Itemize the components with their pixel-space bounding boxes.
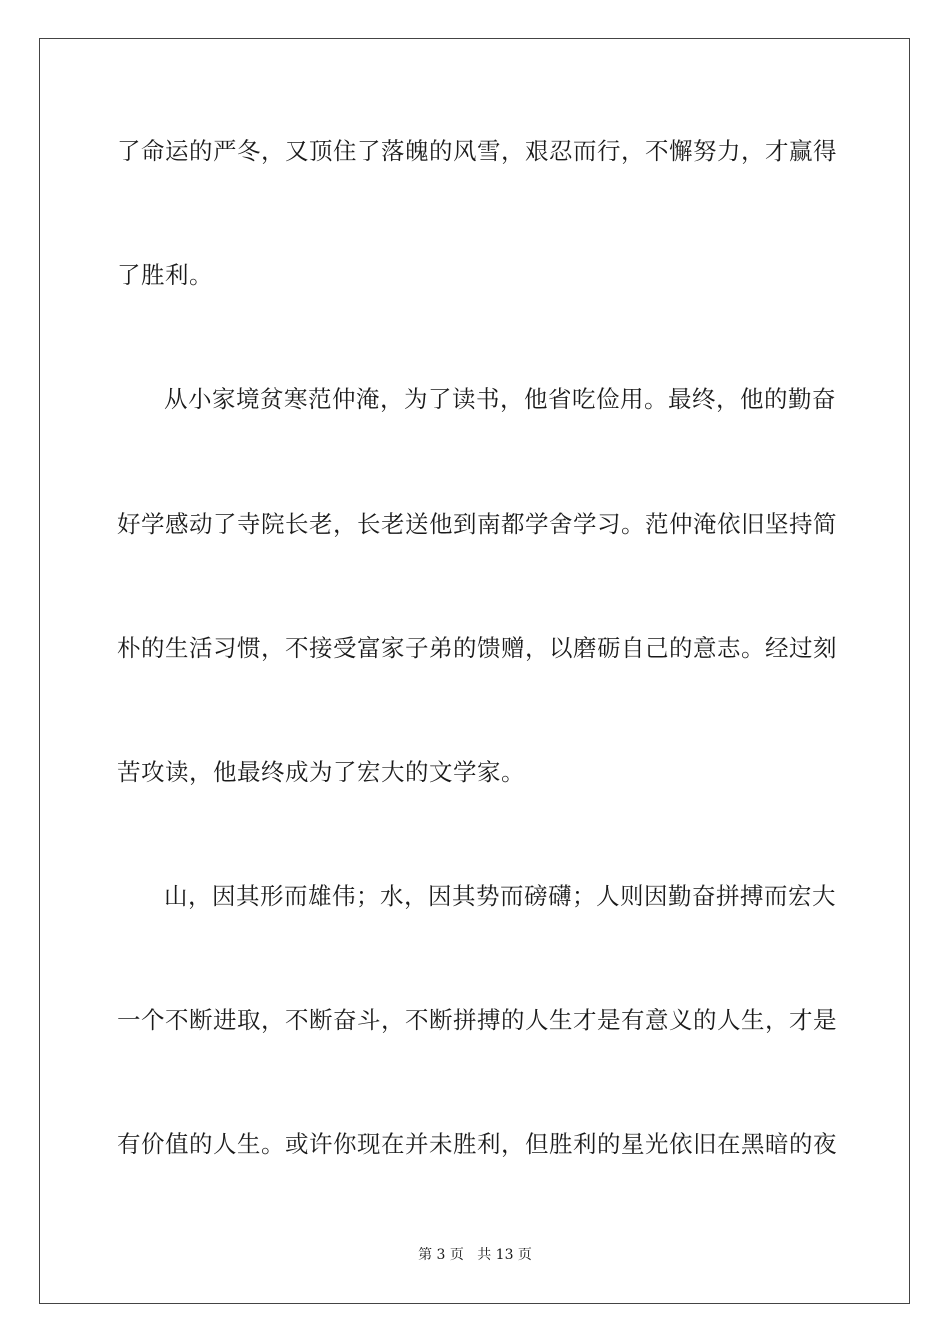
page-number-footer: 第 3 页 共 13 页 bbox=[418, 1247, 532, 1263]
body-line-6: 苦攻读，他最终成为了宏大的文学家。 bbox=[117, 758, 525, 786]
body-line-5: 朴的生活习惯，不接受富家子弟的馈赠，以磨砺自己的意志。经过刻 bbox=[117, 634, 837, 662]
body-line-2: 了胜利。 bbox=[117, 261, 213, 289]
body-line-1: 了命运的严冬，又顶住了落魄的风雪，艰忍而行，不懈努力，才赢得 bbox=[117, 137, 837, 165]
page-border bbox=[39, 38, 910, 1304]
body-line-4: 好学感动了寺院长老，长老送他到南都学舍学习。范仲淹依旧坚持简 bbox=[117, 510, 837, 538]
body-line-7: 山，因其形而雄伟；水，因其势而磅礴；人则因勤奋拼搏而宏大 bbox=[164, 882, 836, 910]
body-line-3: 从小家境贫寒范仲淹，为了读书，他省吃俭用。最终，他的勤奋 bbox=[164, 385, 836, 413]
body-line-8: 一个不断进取，不断奋斗，不断拼搏的人生才是有意义的人生，才是 bbox=[117, 1006, 837, 1034]
body-line-9: 有价值的人生。或许你现在并未胜利，但胜利的星光依旧在黑暗的夜 bbox=[117, 1130, 837, 1158]
